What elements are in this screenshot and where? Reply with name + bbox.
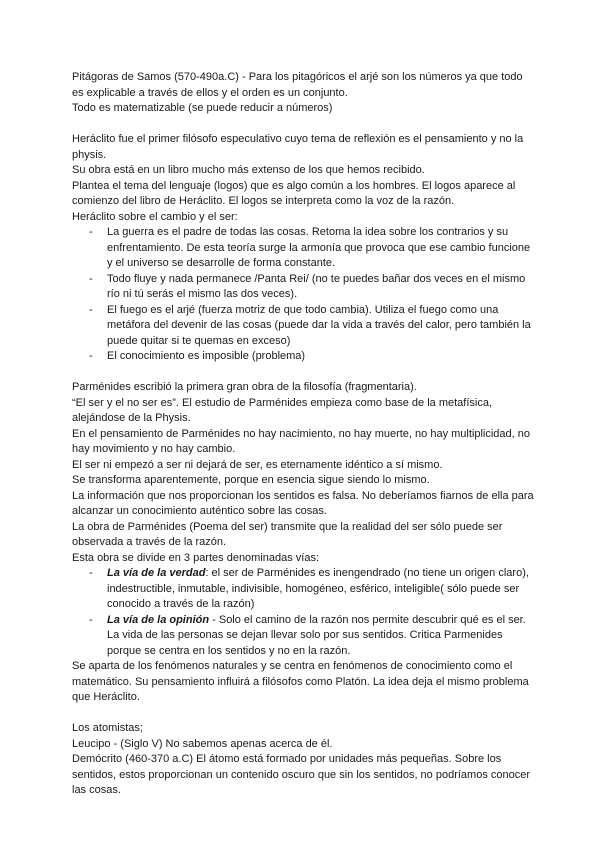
parmenides-vias-heading: Esta obra se divide en 3 partes denominadas vías: xyxy=(72,551,320,564)
parmenides-pensamiento: En el pensamiento de Parménides no hay nacimiento, no hay muerte, no hay multiplicidad, no hay movimiento y no hay cambio. xyxy=(72,427,530,455)
list-item xyxy=(72,566,534,613)
parmenides-sentidos: La información que nos proporcionan los sentidos es falsa. No deberíamos fiarnos de ella para alcanzar un conocimiento auténtico sobre las cosas. xyxy=(72,489,534,517)
parmenides-poema: La obra de Parménides (Poema del ser) transmite que la realidad del ser sólo puede ser observada a través de la razón. xyxy=(72,520,503,548)
spacer xyxy=(72,706,534,722)
parmenides-transforma: Se transforma aparentemente, porque en esencia sigue siendo lo mismo. xyxy=(72,474,430,486)
list-item: - El conocimiento es imposible (problema) xyxy=(72,349,534,365)
via-opinion-label: La vía de la opinión xyxy=(107,613,210,626)
heraclito-list xyxy=(72,225,534,365)
list-item xyxy=(72,613,534,660)
via-verdad-label: La vía de la verdad xyxy=(107,567,206,579)
atomistas-heading: Los atomistas; xyxy=(72,722,143,734)
heraclito-cambio-heading: Heráclito sobre el cambio y el ser: xyxy=(72,210,238,223)
heraclito-obra: Su obra está en un libro mucho más extenso de los que hemos recibido. xyxy=(72,164,425,176)
parmenides-eterno: El ser ni empezó a ser ni dejará de ser, es eternamente idéntico a sí mismo. xyxy=(72,458,443,471)
spacer xyxy=(72,117,534,133)
pitagoras-paragraph: Pitágoras de Samos (570-490a.C) - Para los pitagóricos el arjé son los números ya que todo es explicable a través de ellos y el orden es un conjunto. xyxy=(72,71,523,99)
leucipo-paragraph: Leucipo - (Siglo V) No sabemos apenas acerca de él. xyxy=(72,737,333,750)
via-opinion-text: - Solo el camino de la razón nos permite descubrir qué es el ser. La vida de las personas se dejan llevar solo por sus sentidos. Critica Parmenides porque se centra en los sentidos y no en la razón. xyxy=(107,613,526,657)
list-item: - El fuego es el arjé (fuerza motriz de que todo cambia). Utiliza el fuego como una metáfora del devenir de las cosas (puede dar la vida a través del calor, pero también la puede quitar si te quemas en exceso) xyxy=(72,303,534,350)
spacer xyxy=(72,365,534,381)
list-item: - La guerra es el padre de todas las cosas. Retoma la idea sobre los contrarios y su enfrentamiento. De esta teoría surge la armonía que provoca que ese cambio funcione y el universo se desarrolle de forma constante. xyxy=(72,225,534,272)
parmenides-conclusion: Se aparta de los fenómenos naturales y se centra en fenómenos de conocimiento como el matemático. Su pensamiento influirá a filósofos como Platón. La idea deja el mismo problema que Heráclito. xyxy=(72,660,529,703)
list-item: - Todo fluye y nada permanece /Panta Rei/ (no te puedes bañar dos veces en el mismo río ni tú serás el mismo las dos veces). xyxy=(72,272,534,303)
heraclito-logos: Plantea el tema del lenguaje (logos) que es algo común a los hombres. El logos aparece al comienzo del libro de Heráclito. El logos se interpreta como la voz de la razón. xyxy=(72,179,516,207)
democrito-paragraph: Demócrito (460-370 a.C) El átomo está formado por unidades más pequeñas. Sobre los sentidos, estos proporcionan un contenido oscuro que sin los sentidos, no podríamos conocer las cosas. xyxy=(72,753,531,796)
parmenides-intro: Parménides escribió la primera gran obra de la filosofía (fragmentaria). xyxy=(72,381,417,393)
pitagoras-summary: Todo es matematizable (se puede reducir a números) xyxy=(72,102,333,114)
heraclito-intro: Heráclito fue el primer filósofo especulativo cuyo tema de reflexión es el pensamiento y no la physis. xyxy=(72,133,524,161)
document-page xyxy=(72,70,534,799)
parmenides-vias-list xyxy=(72,566,534,659)
via-verdad-text: : el ser de Parménides es inengendrado (no tiene un origen claro), indestructible, inmutable, indivisible, homogéneo, esférico, inteligible( sólo puede ser conocido a través de la razón) xyxy=(107,567,529,610)
parmenides-ser: “El ser y el no ser es”. El estudio de Parménides empieza como base de la metafísica, alejándose de la Physis. xyxy=(72,396,493,424)
